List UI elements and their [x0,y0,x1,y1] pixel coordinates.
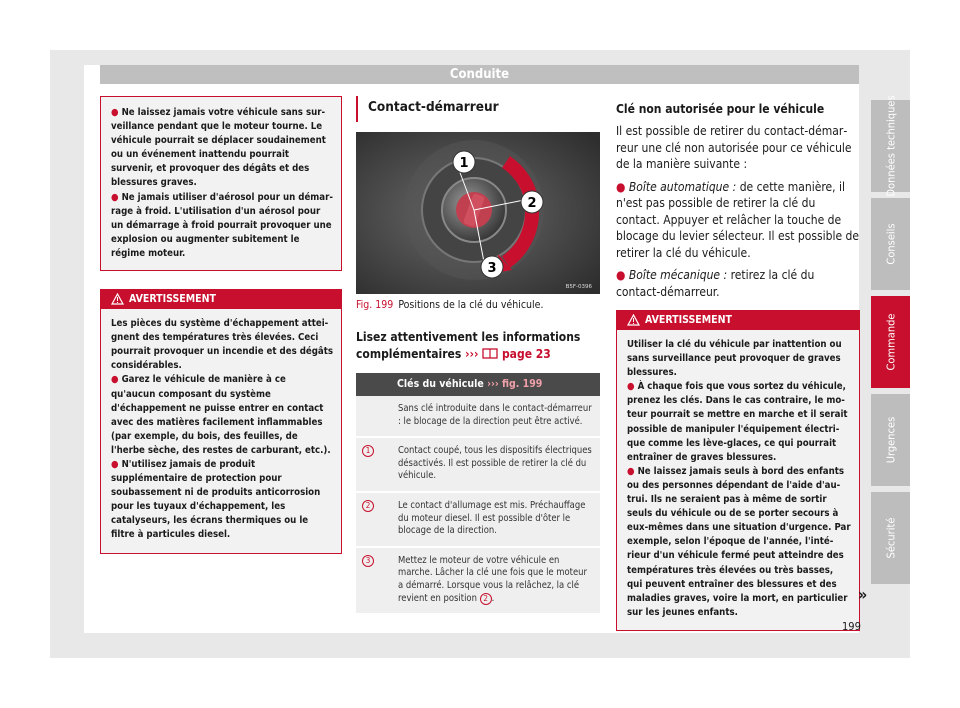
warning-body [617,330,859,630]
tab-urgences[interactable]: Urgences [871,394,910,486]
figure-label: Fig. 199 [356,299,394,311]
table-header: Clés du véhicule ››› fig. 199 [356,373,600,396]
table-row [356,547,600,614]
warning-box-exhaust [100,289,342,554]
callout-3: 3 [487,261,497,276]
page-number: 199 [842,620,861,633]
table-cell: Le contact d'allumage est mis. Préchauffage du moteur diesel. Il est possible d'ôter le blocage de la direction. [392,492,600,547]
page-ref[interactable]: page 23 [501,347,551,361]
key-positions-table [356,373,600,615]
bullet-icon: ● [616,268,626,282]
bullet-icon: ● [111,107,119,118]
position-number-badge: 1 [362,445,374,457]
figure-caption [356,299,600,311]
table-header-row [356,373,600,396]
column-right [616,96,860,631]
figure-code: B5F-0396 [565,284,592,290]
list-item: ● Boîte mécanique : retirez la clé du contact-démarreur. [616,268,815,299]
warning-text: Les pièces du système d'échappement atteignent des températures très élevées. Ceci pourrait provoquer un incendie et des dégâts considérables. [111,318,334,372]
warning-continuation-box [100,96,342,271]
table-cell: Sans clé introduite dans le contact-démarreur : le blocage de la direction peut être activé. [392,396,600,437]
bullet-icon: ● [616,179,626,194]
warning-item: ● Garez le véhicule de manière à ce qu'aucun composant du système d'échappement ne puisse entrer en contact avec des matières facilement inflammables (par exemple, du bois, des feuilles, de l'herbe sèche, des restes de carburant, etc.). [111,374,331,456]
warning-item: ● N'utilisez jamais de produit supplémentaire de protection pour soubassement ni de produits anticorrosion pour les tuyaux d'échappement, les catalyseurs, les écrans thermiques ou le filtre à particules diesel. [111,458,321,541]
paragraph: Il est possible de retirer du contact-démarreur une clé non autorisée pour ce véhicule de la manière suivante : [616,124,852,171]
column-middle [356,96,600,615]
warning-item: ● À chaque fois que vous sortez du véhicule, prenez les clés. Dans le cas contraire, le moteur pourrait se mettre en marche et il serait possible de manipuler l'équipement électrique comme les lève-glaces, ce qui pourrait entraîner de graves blessures. [627,381,848,463]
table-row [356,437,600,492]
figure-199 [356,132,600,311]
figure-ref[interactable]: ››› fig. 199 [487,378,543,391]
tab-commande[interactable]: Commande [871,296,910,388]
warning-triangle-icon [627,314,640,326]
chapter-header: Conduite [100,65,859,84]
subheading: Clé non autorisée pour le véhicule [616,102,825,116]
warning-text: Utiliser la clé du véhicule par inattention ou sans surveillance peut provoquer de graves blessures. [627,339,842,379]
warning-body [101,309,341,553]
column-left [100,96,342,554]
warning-item: ● Ne jamais utiliser d'aérosol pour un démarrage à froid. L'utilisation d'un aérosol pour un démarrage à froid pourrait provoquer une explosion ou augmenter subitement le régime moteur. [111,191,333,259]
bullet-icon: ● [111,191,119,203]
table-row [356,396,600,437]
intro-text: Lisez attentivement les informations complémentaires ››› page 23 [356,330,581,361]
warning-title: AVERTISSEMENT [645,314,732,326]
callout-1: 1 [459,156,469,171]
bullet-icon: ● [111,374,119,386]
section-title: Contact-démarreur [356,96,600,122]
warning-item: ● Ne laissez jamais seuls à bord des enfants ou des personnes dépendant de l'aide d'autrui. Ils ne seraient pas à même de sortir seuls du véhicule ou de se porter secours à eux-mêmes dans une situation d'urgence. Par exemple, selon l'époque de l'année, l'intérieur d'un véhicule fermé peut atteindre des températures très élevées ou très basses, qui peuvent entraîner des blessures et des maladies graves, voire la mort, en particulier sur les jeunes enfants. [627,465,851,618]
list-item: ● Boîte automatique : de cette manière, il n'est pas possible de retirer la clé du contact. Appuyer et relâcher la touche de blocage du levier sélecteur. Il est possible de retirer la clé du véhicule. [616,179,860,260]
bullet-icon: ● [627,465,635,477]
position-number-badge: 3 [362,555,374,567]
warning-header [101,290,341,309]
figure-caption-text: Positions de la clé du véhicule. [398,299,544,311]
ignition-illustration [356,132,600,294]
bullet-icon: ● [111,458,119,470]
warning-box-key [616,310,860,631]
continue-arrow-icon: » [858,585,868,604]
warning-triangle-icon [111,293,124,305]
tab-securite[interactable]: Sécurité [871,492,910,584]
tab-donnees-techniques[interactable]: Données techniques [871,100,910,192]
position-number-badge: 2 [480,593,492,605]
table-cell: Mettez le moteur de votre véhicule en marche. Lâcher la clé une fois que le moteur a démarré. Lorsque vous la relâchez, la clé revient en position 2 . [392,547,600,614]
bullet-icon: ● [627,381,635,393]
page-ref-arrow[interactable]: ››› [465,347,479,361]
callout-2: 2 [527,196,537,211]
warning-header [617,311,859,330]
tab-conseils[interactable]: Conseils [871,198,910,290]
book-icon [482,348,498,359]
ignition-key-photo [356,132,600,294]
body-text [616,123,860,300]
warning-item: ● Ne laissez jamais votre véhicule sans surveillance pendant que le moteur tourne. Le véhicule pourrait se déplacer soudainement ou un événement inattendu pourrait survenir, et provoquer des dégâts et des blessures graves. [111,107,326,189]
table-row [356,492,600,547]
warning-title: AVERTISSEMENT [129,293,216,306]
table-cell: Contact coupé, tous les dispositifs électriques désactivés. Il est possible de retirer la clé du véhicule. [392,437,600,492]
position-number-badge: 2 [362,500,374,512]
